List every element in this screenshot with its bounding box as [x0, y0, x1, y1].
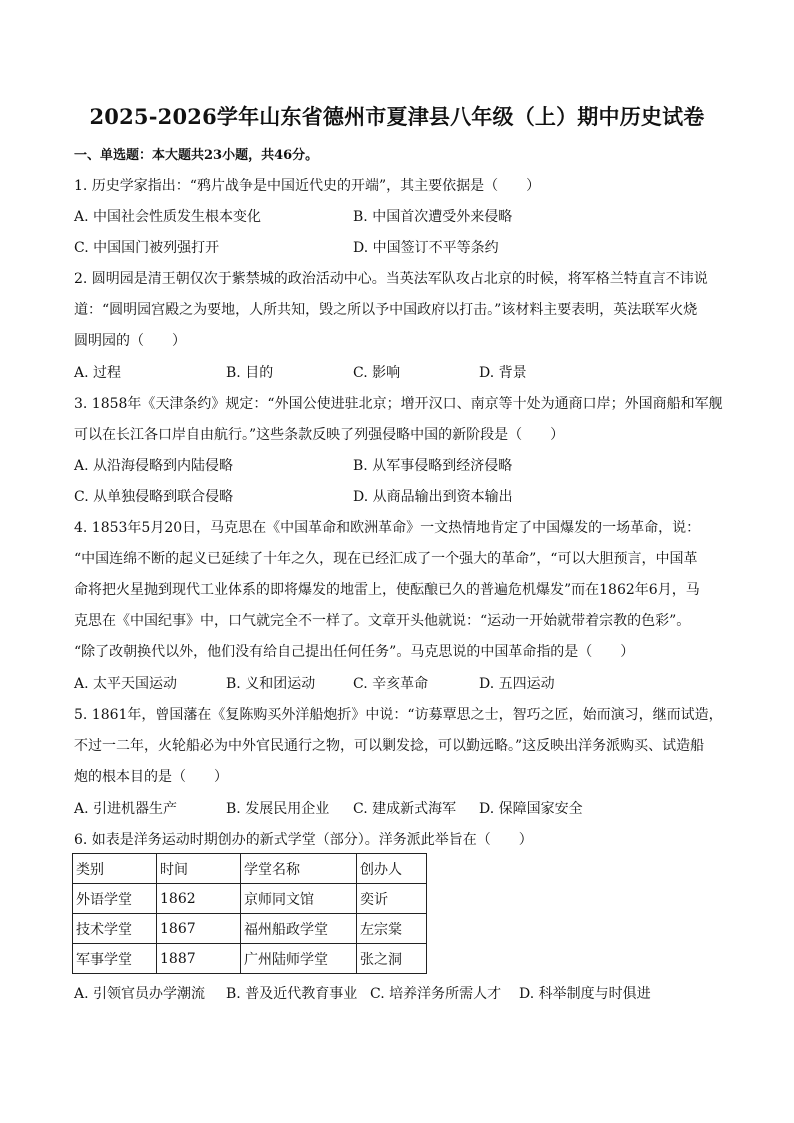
exam-title: 2025-2026学年山东省德州市夏津县八年级（上）期中历史试卷 — [89, 104, 705, 129]
table-cell: 张之洞 — [357, 944, 427, 974]
table-cell: 军事学堂 — [73, 944, 157, 974]
question-5-stem-line3: 炮的根本目的是（ ） — [74, 769, 228, 785]
table-header-cell: 时间 — [157, 854, 241, 884]
table-cell: 福州船政学堂 — [241, 914, 357, 944]
question-2-option-d[interactable]: D. 背景 — [479, 365, 527, 381]
question-4-stem-line2: “中国连绵不断的起义已延续了十年之久，现在已经汇成了一个强大的革命”，“可以大胆预言，中国革 — [74, 551, 698, 567]
question-3-option-c[interactable]: C. 从单独侵略到联合侵略 — [74, 489, 234, 505]
question-4-stem-line5: “除了改朝换代以外，他们没有给自己提出任何任务”。马克思说的中国革命指的是（ ） — [74, 644, 635, 660]
table-cell: 奕䜣 — [357, 884, 427, 914]
table-cell: 京师同文馆 — [241, 884, 357, 914]
section-heading: 一、单选题：本大题共23小题，共46分。 — [74, 148, 319, 163]
question-3-option-d[interactable]: D. 从商品输出到资本输出 — [353, 489, 513, 505]
question-4-option-b[interactable]: B. 义和团运动 — [226, 676, 316, 692]
question-3-option-b[interactable]: B. 从军事侵略到经济侵略 — [353, 458, 513, 474]
question-4-stem-line3: 命将把火星抛到现代工业体系的即将爆发的地雷上，使酝酿已久的普遍危机爆发”而在1862年6月，马 — [74, 582, 700, 598]
question-3-stem-line1: 3. 1858年《天津条约》规定：“外国公使进驻北京；增开汉口、南京等十处为通商口岸；外国商船和军舰 — [74, 396, 723, 412]
question-2-option-a[interactable]: A. 过程 — [74, 365, 122, 381]
table-row — [73, 944, 427, 974]
table-cell: 技术学堂 — [73, 914, 157, 944]
question-2-stem-line3: 圆明园的（ ） — [74, 333, 186, 349]
table-cell: 1867 — [157, 914, 241, 944]
question-5-option-a[interactable]: A. 引进机器生产 — [74, 801, 178, 817]
question-1-stem: 1. 历史学家指出：“鸦片战争是中国近代史的开端”，其主要依据是（ ） — [74, 178, 541, 194]
question-2-option-c[interactable]: C. 影响 — [353, 365, 401, 381]
table-cell: 左宗棠 — [357, 914, 427, 944]
question-4-stem-line4: 克思在《中国纪事》中，口气就完全不一样了。文章开头他就说：“运动一开始就带着宗教的色彩”。 — [74, 613, 691, 629]
question-4-option-d[interactable]: D. 五四运动 — [479, 676, 555, 692]
question-4-option-a[interactable]: A. 太平天国运动 — [74, 676, 178, 692]
question-5-stem-line2: 不过一二年，火轮船必为中外官民通行之物，可以剿发捻，可以勤远略。”这反映出洋务派购买、试造船 — [74, 738, 705, 754]
table-cell: 广州陆师学堂 — [241, 944, 357, 974]
question-2-option-b[interactable]: B. 目的 — [226, 365, 274, 381]
schools-table — [72, 853, 427, 974]
question-5-option-c[interactable]: C. 建成新式海军 — [353, 801, 457, 817]
question-3-stem-line2: 可以在长江各口岸自由航行。”这些条款反映了列强侵略中国的新阶段是（ ） — [74, 427, 565, 443]
table-cell: 1862 — [157, 884, 241, 914]
question-6-option-c[interactable]: C. 培养洋务所需人才 — [370, 986, 502, 1002]
question-1-option-b[interactable]: B. 中国首次遭受外来侵略 — [353, 209, 513, 225]
question-6-option-a[interactable]: A. 引领官员办学潮流 — [74, 986, 206, 1002]
question-3-option-a[interactable]: A. 从沿海侵略到内陆侵略 — [74, 458, 234, 474]
question-4-stem-line1: 4. 1853年5月20日，马克思在《中国革命和欧洲革命》一文热情地肯定了中国爆发的一场革命，说： — [74, 520, 701, 536]
question-6-option-d[interactable]: D. 科举制度与时俱进 — [519, 986, 651, 1002]
question-6-stem: 6. 如表是洋务运动时期创办的新式学堂（部分）。洋务派此举旨在（ ） — [74, 832, 533, 848]
table-header-cell: 类别 — [73, 854, 157, 884]
question-1-option-d[interactable]: D. 中国签订不平等条约 — [353, 240, 499, 256]
question-2-stem-line2: 道：“圆明园宫殿之为要地，人所共知，毁之所以予中国政府以打击。”该材料主要表明，英法联军火烧 — [74, 302, 698, 318]
question-5-option-b[interactable]: B. 发展民用企业 — [226, 801, 330, 817]
table-header-row — [73, 854, 427, 884]
table-header-cell: 创办人 — [357, 854, 427, 884]
question-4-option-c[interactable]: C. 辛亥革命 — [353, 676, 429, 692]
table-header-cell: 学堂名称 — [241, 854, 357, 884]
table-row — [73, 914, 427, 944]
table-cell: 外语学堂 — [73, 884, 157, 914]
question-2-stem-line1: 2. 圆明园是清王朝仅次于紫禁城的政治活动中心。当英法军队攻占北京的时候，将军格兰特直言不讳说 — [74, 271, 708, 287]
question-5-stem-line1: 5. 1861年，曾国藩在《复陈购买外洋船炮折》中说：“访募覃思之士，智巧之匠，始而演习，继而试造， — [74, 707, 723, 723]
question-5-option-d[interactable]: D. 保障国家安全 — [479, 801, 583, 817]
table-row — [73, 884, 427, 914]
table-cell: 1887 — [157, 944, 241, 974]
question-1-option-a[interactable]: A. 中国社会性质发生根本变化 — [74, 209, 262, 225]
question-6-option-b[interactable]: B. 普及近代教育事业 — [226, 986, 358, 1002]
question-1-option-c[interactable]: C. 中国国门被列强打开 — [74, 240, 220, 256]
